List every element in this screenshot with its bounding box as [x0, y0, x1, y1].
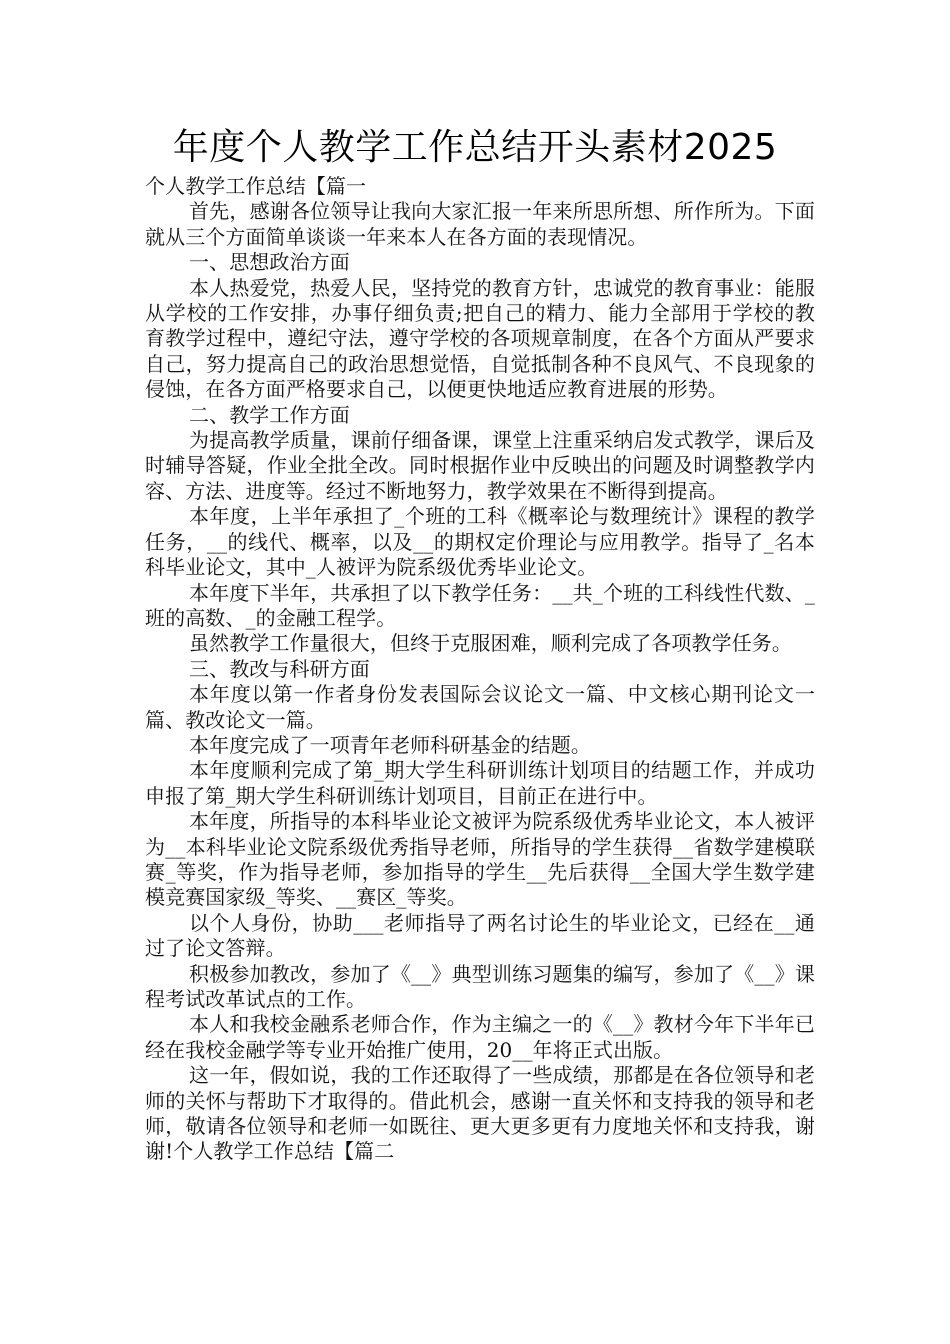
- paragraph: 虽然教学工作量很大，但终于克服困难，顺利完成了各项教学任务。: [189, 631, 792, 656]
- paragraph: 二、教学工作方面: [189, 402, 350, 427]
- paragraph: 三、教改与科研方面: [189, 656, 370, 681]
- paragraph: 为提高教学质量，课前仔细备课，课堂上注重采纳启发式教学，课后及时辅导答疑，作业全批全改。同时根据作业中反映出的问题及时调整教学内容、方法、进度等。经过不断地努力，教学效果在不断得到提高。: [145, 428, 815, 503]
- paragraph: 本年度，所指导的本科毕业论文被评为院系级优秀毕业论文，本人被评为__本科毕业论文院系级优秀指导老师，所指导的学生获得__省数学建模联赛_等奖，作为指导老师，参加指导的学生__先后获得__全国大学生数学建模竞赛国家级_等奖、__赛区_等奖。: [145, 809, 815, 910]
- document-title: 年度个人教学工作总结开头素材2025: [172, 127, 778, 168]
- paragraph: 本年度完成了一项青年老师科研基金的结题。: [189, 732, 591, 757]
- paragraph: 首先，感谢各位领导让我向大家汇报一年来所思所想、所作所为。下面就从三个方面简单谈谈一年来本人在各方面的表现情况。: [145, 199, 815, 249]
- paragraph: 本人热爱党，热爱人民，坚持党的教育方针，忠诚党的教育事业：能服从学校的工作安排，办事仔细负责;把自己的精力、能力全部用于学校的教育教学过程中，遵纪守法，遵守学校的各项规章制度，在各个方面从严要求自己，努力提高自己的政治思想觉悟，自觉抵制各种不良风气、不良现象的侵蚀，在各方面严格要求自己，以便更快地适应教育进展的形势。: [145, 275, 815, 402]
- paragraph: 这一年，假如说，我的工作还取得了一些成绩，那都是在各位领导和老师的关怀与帮助下才取得的。借此机会，感谢一直关怀和支持我的领导和老师，敬请各位领导和老师一如既往、更大更多更有力度地关怀和支持我，谢谢!个人教学工作总结【篇二: [145, 1063, 815, 1164]
- paragraph: 个人教学工作总结【篇一: [145, 174, 367, 198]
- paragraph: 本年度下半年，共承担了以下教学任务：__共_个班的工科线性代数、_班的高数、_的金融工程学。: [145, 580, 815, 630]
- paragraph: 一、思想政治方面: [189, 250, 350, 275]
- paragraph: 本年度以第一作者身份发表国际会议论文一篇、中文核心期刊论文一篇、教改论文一篇。: [145, 682, 815, 732]
- paragraph: 以个人身份，协助___老师指导了两名讨论生的毕业论文，已经在__通过了论文答辩。: [145, 910, 815, 961]
- paragraph: 积极参加教改，参加了《__》典型训练习题集的编写，参加了《__》课程考试改革试点的工作。: [145, 961, 815, 1011]
- paragraph: 本人和我校金融系老师合作，作为主编之一的《__》教材今年下半年已经在我校金融学等专业开始推广使用，20__年将正式出版。: [145, 1012, 815, 1062]
- paragraph: 本年度，上半年承担了_个班的工科《概率论与数理统计》课程的教学任务，__的线代、概率，以及__的期权定价理论与应用教学。指导了_名本科毕业论文，其中_人被评为院系级优秀毕业论文。: [145, 504, 815, 580]
- paragraph: 本年度顺利完成了第_期大学生科研训练计划项目的结题工作，并成功申报了第_期大学生科研训练计划项目，目前正在进行中。: [145, 758, 815, 808]
- document-body: [145, 174, 815, 1165]
